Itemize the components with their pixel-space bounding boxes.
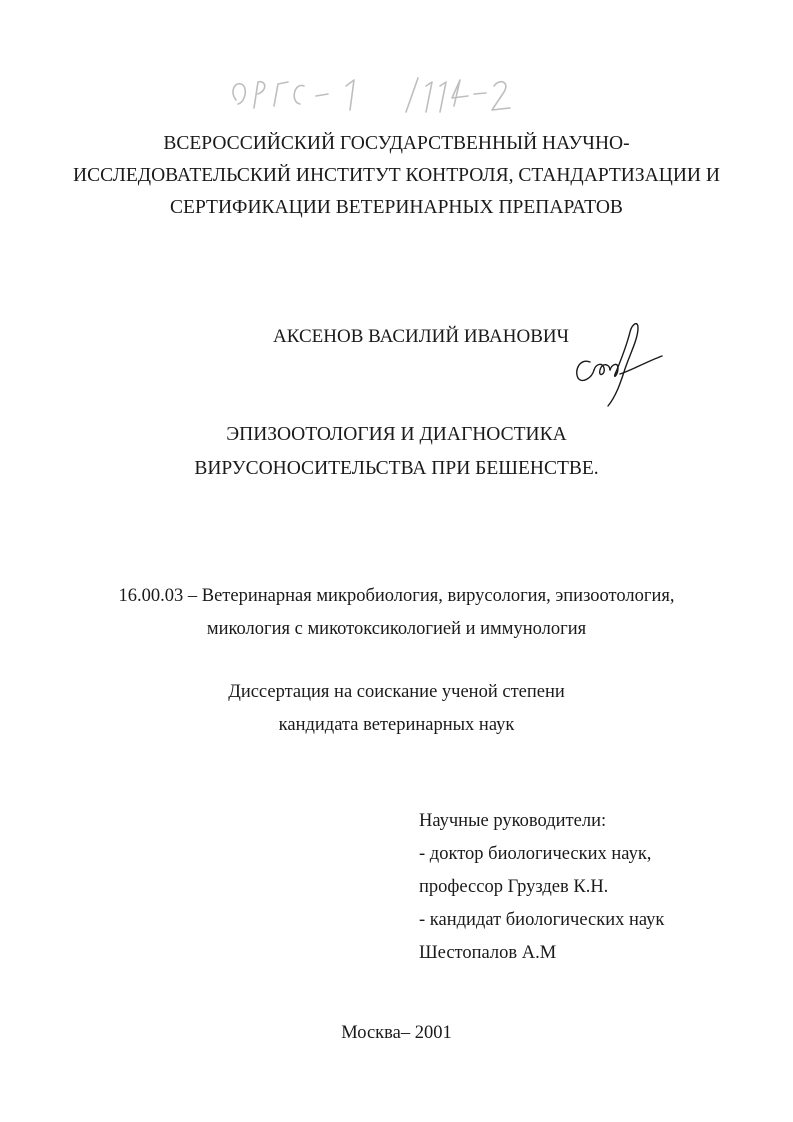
scientific-supervisors — [419, 805, 664, 970]
author-signature — [568, 318, 668, 410]
institute-line: ИССЛЕДОВАТЕЛЬСКИЙ ИНСТИТУТ КОНТРОЛЯ, СТАНДАРТИЗАЦИИ И — [73, 165, 720, 186]
specialty-code — [0, 580, 793, 646]
dissertation-title — [0, 418, 793, 486]
specialty-line: микология с микотоксикологией и иммунология — [206, 619, 587, 639]
supervisor-line: - доктор биологических наук, — [419, 844, 652, 864]
institute-line: ВСЕРОССИЙСКИЙ ГОСУДАРСТВЕННЫЙ НАУЧНО- — [163, 133, 630, 154]
city-year — [0, 1020, 793, 1046]
supervisor-line: Шестопалов А.М — [419, 943, 557, 963]
author-name: АКСЕНОВ ВАСИЛИЙ ИВАНОВИЧ — [273, 326, 569, 347]
specialty-line: 16.00.03 – Ветеринарная микробиология, вирусология, эпизоотология, — [118, 586, 675, 606]
handwritten-stamp — [228, 72, 518, 122]
supervisors-heading: Научные руководители: — [419, 811, 607, 831]
title-line: ВИРУСОНОСИТЕЛЬСТВА ПРИ БЕШЕНСТВЕ. — [194, 458, 599, 479]
title-line: ЭПИЗООТОЛОГИЯ И ДИАГНОСТИКА — [226, 424, 567, 445]
city-year-text: Москва– 2001 — [341, 1023, 452, 1043]
institute-name — [0, 128, 793, 224]
supervisor-line: профессор Груздев К.Н. — [419, 877, 609, 897]
institute-line: СЕРТИФИКАЦИИ ВЕТЕРИНАРНЫХ ПРЕПАРАТОВ — [170, 197, 623, 218]
degree-line: Диссертация на соискание ученой степени — [228, 682, 565, 702]
degree-statement — [0, 676, 793, 742]
supervisor-line: - кандидат биологических наук — [419, 910, 665, 930]
degree-line: кандидата ветеринарных наук — [278, 715, 515, 735]
